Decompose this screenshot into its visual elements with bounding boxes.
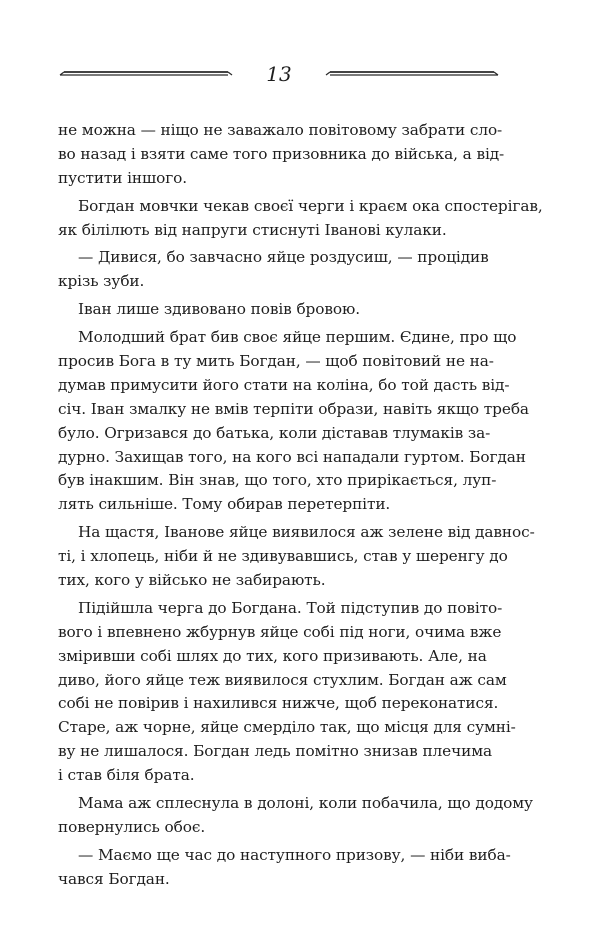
text-line: диво, його яйце теж виявилося стухлим. Богдан аж сам <box>58 670 507 689</box>
text-line: ті, і хлопець, ніби й не здивувавшись, став у шеренгу до <box>58 547 508 566</box>
text-line: не можна — ніщо не заважало повітовому забрати сло- <box>58 121 503 139</box>
text-line: ву не лишалося. Богдан ледь помітно знизав плечима <box>58 742 493 761</box>
text-line: тих, кого у військо не забирають. <box>58 571 326 590</box>
text-line: Богдан мовчки чекав своєї черги і краєм ока спостерігав, <box>78 196 543 215</box>
text-line: вого і впевнено жбурнув яйце собі під ноги, очима вже <box>58 622 502 641</box>
text-line: як білілють від напруги стиснуті Іванові кулаки. <box>58 220 447 239</box>
text-line: Мама аж сплеснула в долоні, коли побачила, що додому <box>78 794 533 813</box>
running-header <box>58 56 500 92</box>
text-line: і став біля брата. <box>58 766 195 785</box>
text-line: — Маємо ще час до наступного призову, — ніби виба- <box>78 845 511 864</box>
text-line: Старе, аж чорне, яйце смерділо так, що місця для сумні- <box>58 718 516 737</box>
text-line: було. Огризався до батька, коли діставав тлумаків за- <box>58 423 491 442</box>
text-line: собі не повірив і нахилився нижче, щоб переконатися. <box>58 694 499 713</box>
text-line: — Дивися, бо завчасно яйце роздусиш, — процідив <box>78 248 489 267</box>
text-line: во назад і взяти саме того призовника до війська, а від- <box>58 144 505 163</box>
text-line: Іван лише здивовано повів бровою. <box>78 300 360 319</box>
text-line: Молодший брат бив своє яйце першим. Єдине, про що <box>78 328 517 347</box>
text-line: Підійшла черга до Богдана. Той підступив до повіто- <box>78 598 503 617</box>
page-number: 13 <box>266 62 292 86</box>
body-text <box>58 119 543 892</box>
text-line: пустити іншого. <box>58 168 188 187</box>
text-line: На щастя, Іванове яйце виявилося аж зелене від давнос- <box>78 523 535 542</box>
text-line: січ. Іван змалку не вмів терпіти образи, навіть якщо треба <box>58 399 529 418</box>
text-line: дурно. Захищав того, на кого всі нападали гуртом. Богдан <box>58 447 526 466</box>
text-line: крізь зуби. <box>58 272 145 291</box>
text-line: був інакшим. Він знав, що того, хто прирікається, луп- <box>58 471 497 490</box>
text-line: повернулись обоє. <box>58 817 206 836</box>
text-line: просив Бога в ту мить Богдан, — щоб повітовий не на- <box>58 352 494 371</box>
text-line: чався Богдан. <box>58 869 170 888</box>
text-line: думав примусити його стати на коліна, бо той дасть від- <box>58 375 510 394</box>
text-line: лять сильніше. Тому обирав перетерпіти. <box>58 495 391 514</box>
text-line: зміривши собі шлях до тих, кого призивають. Але, на <box>58 646 487 665</box>
